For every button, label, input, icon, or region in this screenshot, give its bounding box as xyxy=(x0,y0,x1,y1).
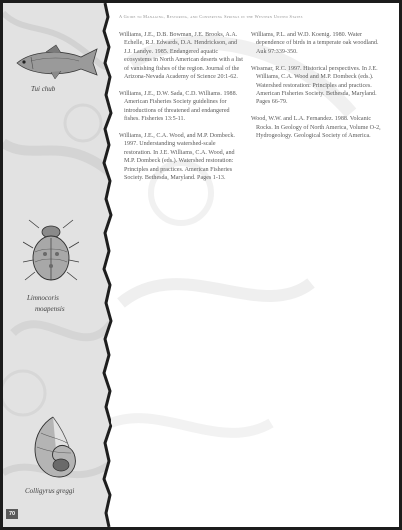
beetle-label-species: moapensis xyxy=(35,305,65,313)
beetle-label-genus: Limnocoris xyxy=(27,294,59,302)
reference-entry: Williams, J.E., D.B. Bowman, J.E. Brooks, A.A. Echelle, R.J. Edwards, D.A. Hendrickson, and J.J. Landye. 1985. Endangered aquatic ecosystems in North American deserts with a list of vanishing fishes of the region. Journal of the Arizona-Nevada Academy of Science 20:1-62. xyxy=(119,32,243,81)
references-right-column xyxy=(251,31,381,149)
beetle-icon xyxy=(23,218,79,290)
fish-label: Tui chub xyxy=(31,85,56,93)
illustrated-margin xyxy=(3,3,111,527)
reference-entry: Williams, P.L. and W.D. Koenig. 1980. Water dependence of birds in a temperate oak woodland. Auk 97:339-350. xyxy=(251,32,379,55)
running-head: A Guide to Managing, Restoring, and Conserving Springs in the Western United States xyxy=(119,14,303,19)
document-page xyxy=(3,3,399,527)
snail-illustration xyxy=(25,413,81,495)
snail-icon xyxy=(25,413,81,483)
fish-icon xyxy=(11,43,103,83)
fish-illustration xyxy=(11,43,103,93)
reference-entry: Wissmar, R.C. 1997. Historical perspectives. In J.E. Williams, C.A. Wood and M.P. Dombeck (eds.). Watershed restoration: Principles and practices. American Fisheries Society. Bethesda, Maryland. Pages 66-79. xyxy=(251,65,378,106)
snail-label: Colligyrus greggi xyxy=(25,487,75,495)
reference-entry: Williams, J.E., D.W. Sada, C.D. Williams. 1988. American Fisheries Society guidelines for introductions of threatened and endangered fishes. Fisheries 13:5-11. xyxy=(119,90,238,123)
beetle-illustration xyxy=(23,218,79,313)
reference-entry: Wood, W.W. and L.A. Fernandez. 1988. Volcanic Rocks. In Geology of North America, Volume O-2, Hydrogeology. Geological Society of America. xyxy=(251,116,381,140)
page-number: 70 xyxy=(6,509,18,519)
references-left-column xyxy=(119,31,243,191)
reference-entry: Williams, J.E., C.A. Wood, and M.P. Dombeck. 1997. Understanding watershed-scale restoration. In J.E. Williams, C.A. Wood, and M.P. Dombeck (eds.). Watershed restoration: Principles and practices. American Fisheries Society. Bethesda, Maryland. Pages 1-13. xyxy=(119,133,235,182)
